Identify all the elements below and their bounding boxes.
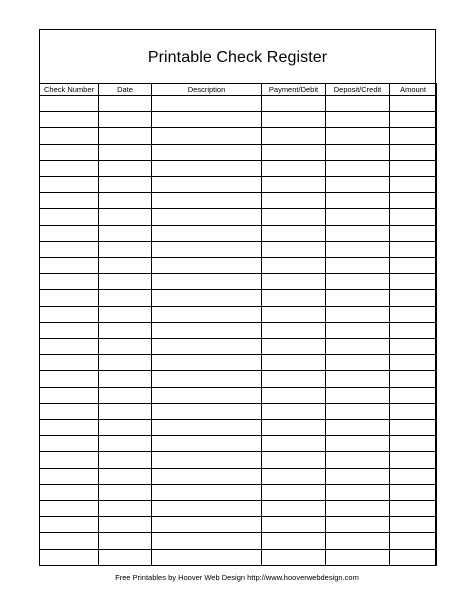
table-cell [326, 387, 390, 403]
table-cell [99, 436, 152, 452]
table-row [40, 112, 437, 128]
table-cell [40, 517, 99, 533]
table-cell [152, 339, 262, 355]
column-header-date: Date [99, 84, 152, 96]
table-row [40, 160, 437, 176]
table-cell [262, 549, 326, 565]
table-cell [262, 209, 326, 225]
table-cell [99, 225, 152, 241]
table-cell [99, 160, 152, 176]
table-cell [262, 387, 326, 403]
table-cell [152, 484, 262, 500]
table-cell [99, 322, 152, 338]
table-cell [262, 517, 326, 533]
table-cell [390, 193, 437, 209]
table-cell [326, 160, 390, 176]
table-cell [326, 436, 390, 452]
table-cell [326, 452, 390, 468]
table-cell [262, 371, 326, 387]
table-cell [99, 549, 152, 565]
table-cell [390, 112, 437, 128]
table-row [40, 387, 437, 403]
table-cell [99, 484, 152, 500]
table-cell [99, 355, 152, 371]
table-cell [390, 452, 437, 468]
table-cell [99, 306, 152, 322]
table-cell [390, 371, 437, 387]
table-cell [262, 339, 326, 355]
table-cell [262, 96, 326, 112]
column-header-description: Description [152, 84, 262, 96]
table-cell [390, 290, 437, 306]
table-cell [390, 533, 437, 549]
table-cell [262, 355, 326, 371]
table-cell [390, 420, 437, 436]
table-cell [152, 274, 262, 290]
table-cell [262, 468, 326, 484]
table-cell [326, 468, 390, 484]
table-cell [40, 112, 99, 128]
table-cell [326, 290, 390, 306]
table-cell [390, 225, 437, 241]
table-cell [40, 209, 99, 225]
table-cell [152, 258, 262, 274]
table-cell [262, 177, 326, 193]
table-cell [40, 355, 99, 371]
table-cell [262, 225, 326, 241]
table-cell [326, 339, 390, 355]
table-cell [326, 549, 390, 565]
check-register-form [39, 29, 436, 566]
table-cell [390, 96, 437, 112]
table-cell [326, 420, 390, 436]
table-cell [152, 452, 262, 468]
table-cell [152, 436, 262, 452]
table-cell [40, 96, 99, 112]
table-cell [99, 96, 152, 112]
table-cell [326, 306, 390, 322]
table-cell [262, 501, 326, 517]
table-cell [40, 549, 99, 565]
table-cell [262, 112, 326, 128]
table-cell [99, 128, 152, 144]
header-row [40, 84, 437, 96]
table-cell [99, 274, 152, 290]
table-cell [390, 436, 437, 452]
table-cell [40, 371, 99, 387]
table-cell [99, 258, 152, 274]
table-cell [326, 517, 390, 533]
table-cell [326, 371, 390, 387]
table-cell [99, 209, 152, 225]
table-cell [99, 517, 152, 533]
table-cell [152, 533, 262, 549]
table-cell [262, 144, 326, 160]
table-row [40, 420, 437, 436]
column-header-amount: Amount [390, 84, 437, 96]
table-cell [326, 403, 390, 419]
table-cell [390, 322, 437, 338]
table-row [40, 144, 437, 160]
table-cell [152, 403, 262, 419]
table-cell [326, 241, 390, 257]
table-cell [40, 533, 99, 549]
table-cell [40, 144, 99, 160]
register-table [39, 83, 437, 566]
table-cell [262, 436, 326, 452]
table-row [40, 533, 437, 549]
table-cell [152, 290, 262, 306]
table-row [40, 484, 437, 500]
table-cell [152, 144, 262, 160]
table-cell [152, 96, 262, 112]
table-cell [40, 274, 99, 290]
table-cell [99, 468, 152, 484]
table-row [40, 436, 437, 452]
table-cell [152, 501, 262, 517]
table-cell [326, 177, 390, 193]
table-row [40, 452, 437, 468]
table-cell [40, 484, 99, 500]
table-cell [326, 112, 390, 128]
table-cell [152, 160, 262, 176]
table-cell [390, 209, 437, 225]
table-cell [262, 306, 326, 322]
table-cell [99, 112, 152, 128]
table-cell [326, 484, 390, 500]
table-cell [40, 420, 99, 436]
table-cell [262, 322, 326, 338]
table-cell [152, 193, 262, 209]
table-cell [99, 177, 152, 193]
table-cell [99, 290, 152, 306]
table-row [40, 501, 437, 517]
table-cell [40, 306, 99, 322]
table-cell [326, 258, 390, 274]
table-cell [99, 193, 152, 209]
table-row [40, 322, 437, 338]
table-row [40, 517, 437, 533]
table-cell [99, 452, 152, 468]
table-row [40, 177, 437, 193]
table-cell [326, 96, 390, 112]
table-cell [152, 387, 262, 403]
table-cell [40, 290, 99, 306]
table-cell [326, 501, 390, 517]
table-cell [262, 452, 326, 468]
register-body [40, 96, 437, 566]
column-header-deposit-credit: Deposit/Credit [326, 84, 390, 96]
table-cell [390, 177, 437, 193]
table-cell [40, 177, 99, 193]
table-cell [40, 258, 99, 274]
table-cell [262, 290, 326, 306]
table-cell [390, 484, 437, 500]
table-cell [390, 387, 437, 403]
table-cell [99, 420, 152, 436]
footer-credit: Free Printables by Hoover Web Design http://www.hooverwebdesign.com [115, 573, 359, 582]
table-row [40, 209, 437, 225]
table-row [40, 468, 437, 484]
table-cell [262, 274, 326, 290]
table-cell [326, 225, 390, 241]
table-cell [390, 274, 437, 290]
table-row [40, 128, 437, 144]
table-cell [390, 468, 437, 484]
table-cell [99, 533, 152, 549]
table-cell [262, 241, 326, 257]
table-cell [262, 403, 326, 419]
table-cell [390, 403, 437, 419]
table-cell [40, 403, 99, 419]
table-cell [152, 128, 262, 144]
table-cell [262, 420, 326, 436]
table-cell [390, 144, 437, 160]
table-cell [152, 517, 262, 533]
table-cell [326, 209, 390, 225]
table-cell [326, 322, 390, 338]
table-cell [99, 339, 152, 355]
table-cell [40, 387, 99, 403]
column-header-check-number: Check Number [40, 84, 99, 96]
table-cell [390, 517, 437, 533]
table-row [40, 403, 437, 419]
table-cell [390, 339, 437, 355]
table-cell [99, 387, 152, 403]
table-row [40, 258, 437, 274]
table-cell [390, 241, 437, 257]
table-cell [326, 193, 390, 209]
table-cell [40, 241, 99, 257]
table-cell [326, 533, 390, 549]
table-cell [152, 322, 262, 338]
table-cell [99, 371, 152, 387]
table-cell [152, 177, 262, 193]
table-cell [152, 420, 262, 436]
table-cell [390, 355, 437, 371]
table-cell [40, 322, 99, 338]
table-row [40, 274, 437, 290]
table-row [40, 193, 437, 209]
table-row [40, 549, 437, 565]
table-row [40, 225, 437, 241]
table-row [40, 96, 437, 112]
table-row [40, 306, 437, 322]
table-cell [40, 501, 99, 517]
table-cell [152, 225, 262, 241]
table-row [40, 371, 437, 387]
table-row [40, 290, 437, 306]
table-row [40, 339, 437, 355]
table-row [40, 241, 437, 257]
table-cell [152, 306, 262, 322]
table-cell [262, 484, 326, 500]
table-cell [262, 258, 326, 274]
table-cell [40, 193, 99, 209]
table-cell [262, 160, 326, 176]
table-cell [326, 128, 390, 144]
title-area [40, 30, 435, 83]
table-cell [40, 436, 99, 452]
table-cell [390, 501, 437, 517]
table-cell [262, 193, 326, 209]
table-cell [99, 144, 152, 160]
table-cell [152, 371, 262, 387]
table-cell [390, 549, 437, 565]
table-cell [152, 209, 262, 225]
table-cell [40, 468, 99, 484]
table-cell [40, 225, 99, 241]
table-cell [152, 468, 262, 484]
table-cell [390, 258, 437, 274]
table-cell [40, 339, 99, 355]
table-cell [40, 128, 99, 144]
table-cell [326, 144, 390, 160]
page-title: Printable Check Register [147, 48, 328, 66]
table-cell [326, 355, 390, 371]
table-cell [152, 355, 262, 371]
table-row [40, 355, 437, 371]
table-cell [40, 452, 99, 468]
table-cell [262, 128, 326, 144]
table-cell [99, 501, 152, 517]
table-cell [390, 160, 437, 176]
column-header-payment-debit: Payment/Debit [262, 84, 326, 96]
table-cell [40, 160, 99, 176]
table-cell [99, 403, 152, 419]
table-cell [262, 533, 326, 549]
table-cell [152, 549, 262, 565]
table-cell [390, 128, 437, 144]
table-cell [152, 112, 262, 128]
table-cell [99, 241, 152, 257]
table-cell [152, 241, 262, 257]
table-cell [390, 306, 437, 322]
table-cell [326, 274, 390, 290]
